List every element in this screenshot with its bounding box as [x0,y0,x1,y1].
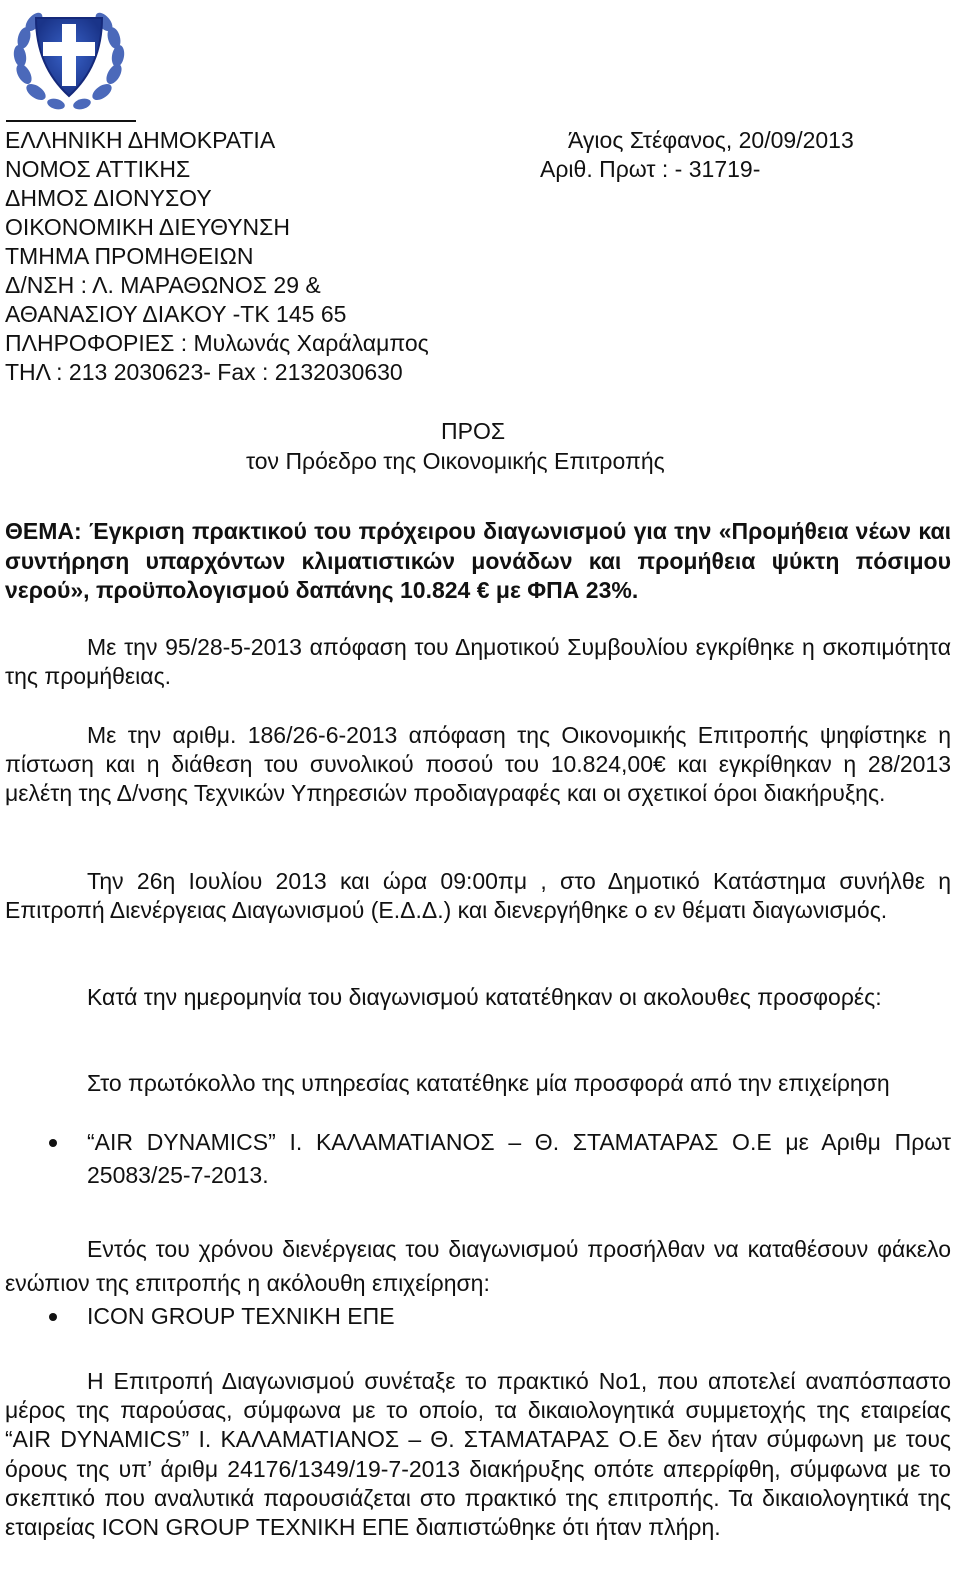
paragraph-text: Εντός του χρόνου διενέργειας του διαγωνισμού προσήλθαν να καταθέσουν φάκελο ενώπιον της επιτροπής η ακόλουθη επιχείρηση: [5,1236,951,1296]
issuer-line: ΝΟΜΟΣ ΑΤΤΙΚΗΣ [5,156,191,182]
list-item-text: ICON GROUP ΤΕΧΝΙΚΗ ΕΠΕ [87,1303,395,1329]
date-protocol-block [540,126,880,184]
place-date: Άγιος Στέφανος, 20/09/2013 [568,127,854,153]
paragraph-text: Με την αριθμ. 186/26-6-2013 απόφαση της Οικονομικής Επιτροπής ψηφίστηκε η πίστωση και η διάθεση του συνολικού ποσού του 10.824,00€ και εγκρίθηκαν η 28/2013 μελέτη της Δ/νσης Τεχνικών Υπηρεσιών προδιαγραφές και οι σχετικοί όροι διακήρυξης. [5,722,951,807]
body-paragraph [5,1232,951,1300]
issuer-line: ΑΘΑΝΑΣΙΟΥ ΔΙΑΚΟΥ -ΤΚ 145 65 [5,301,347,327]
paragraph-text: Την 26η Ιουλίου 2013 και ώρα 09:00πμ , στο Δημοτικό Κατάστημα συνήλθε η Επιτροπή Διενέργειας Διαγωνισμού (Ε.Δ.Δ.) και διενεργήθηκε ο εν θέματι διαγωνισμός. [5,868,951,924]
body-paragraph [5,721,951,809]
body-paragraph [5,633,951,691]
issuer-block [5,126,525,387]
list-item [5,1126,951,1192]
paragraph-text: Κατά την ημερομηνία του διαγωνισμού κατατέθηκαν οι ακολουθες προσφορές: [87,984,882,1010]
bullet-icon [49,1313,57,1321]
greek-coat-of-arms-icon [10,4,128,114]
body-paragraph [5,1367,951,1542]
recipient-name: τον Πρόεδρο της Οικονομικής Επιτροπής [246,448,665,474]
issuer-line: ΠΛΗΡΟΦΟΡΙΕΣ : Μυλωνάς Χαράλαμπος [5,330,429,356]
body-paragraph [5,983,951,1012]
body-paragraph [5,1069,951,1098]
subject-line: ΘΕΜΑ: Έγκριση πρακτικού του πρόχειρου διαγωνισμού για την «Προμήθεια νέων και συντήρηση υπαρχόντων κλιματιστικών μονάδων και προμήθεια ψύκτη πόσιμου νερού», προϋπολογισμού δαπάνης 10.824 € με ΦΠΑ 23%. [5,518,951,603]
issuer-line: ΟΙΚΟΝΟΜΙΚΗ ΔΙΕΥΘΥΝΣΗ [5,214,290,240]
issuer-line: ΤΗΛ : 213 2030623- Fax : 2132030630 [5,359,403,385]
protocol-number: Αριθ. Πρωτ : - 31719- [540,156,761,182]
paragraph-text: Με την 95/28-5-2013 απόφαση του Δημοτικού Συμβουλίου εγκρίθηκε η σκοπιμότητα της προμήθειας. [5,634,951,690]
bullet-icon [49,1139,57,1147]
issuer-line: ΔΗΜΟΣ ΔΙΟΝΥΣΟΥ [5,185,212,211]
paragraph-text: Η Επιτροπή Διαγωνισμού συνέταξε το πρακτικό Νο1, που αποτελεί αναπόσπαστο μέρος της παρούσας, σύμφωνα με το οποίο, τα δικαιολογητικά συμμετοχής της εταιρείας “AIR DYNAMICS” Ι. ΚΑΛΑΜΑΤΙΑΝΟΣ – Θ. ΣΤΑΜΑΤΑΡΑΣ Ο.Ε δεν ήταν σύμφωνη με τους όρους της υπ’ άριθμ 24176/1349/19-7-2013 διακήρυξης οπότε απερρίφθη, σύμφωνα με το σκεπτικό που αναλυτικά παρουσιάζεται στο πρακτικό της επιτροπής. Τα δικαιολογητικά της εταιρείας ICON GROUP ΤΕΧΝΙΚΗ ΕΠΕ διαπιστώθηκε ότι ήταν πλήρη. [5,1368,951,1541]
issuer-line: Δ/ΝΣΗ : Λ. ΜΑΡΑΘΩΝΟΣ 29 & [5,272,321,298]
list-item [5,1300,951,1333]
list-item-text: “AIR DYNAMICS” Ι. ΚΑΛΑΜΑΤΙΑΝΟΣ – Θ. ΣΤΑΜΑΤΑΡΑΣ Ο.Ε με Αριθμ Πρωτ 25083/25-7-2013. [87,1129,951,1188]
issuer-line: ΕΛΛΗΝΙΚΗ ΔΗΜΟΚΡΑΤΙΑ [5,127,276,153]
emblem-underline [6,120,136,122]
paragraph-text: Στο πρωτόκολλο της υπηρεσίας κατατέθηκε μία προσφορά από την επιχείρηση [87,1070,890,1096]
issuer-line: ΤΜΗΜΑ ΠΡΟΜΗΘΕΙΩΝ [5,243,254,269]
recipient-heading: ΠΡΟΣ [441,418,506,444]
body-paragraph [5,867,951,925]
